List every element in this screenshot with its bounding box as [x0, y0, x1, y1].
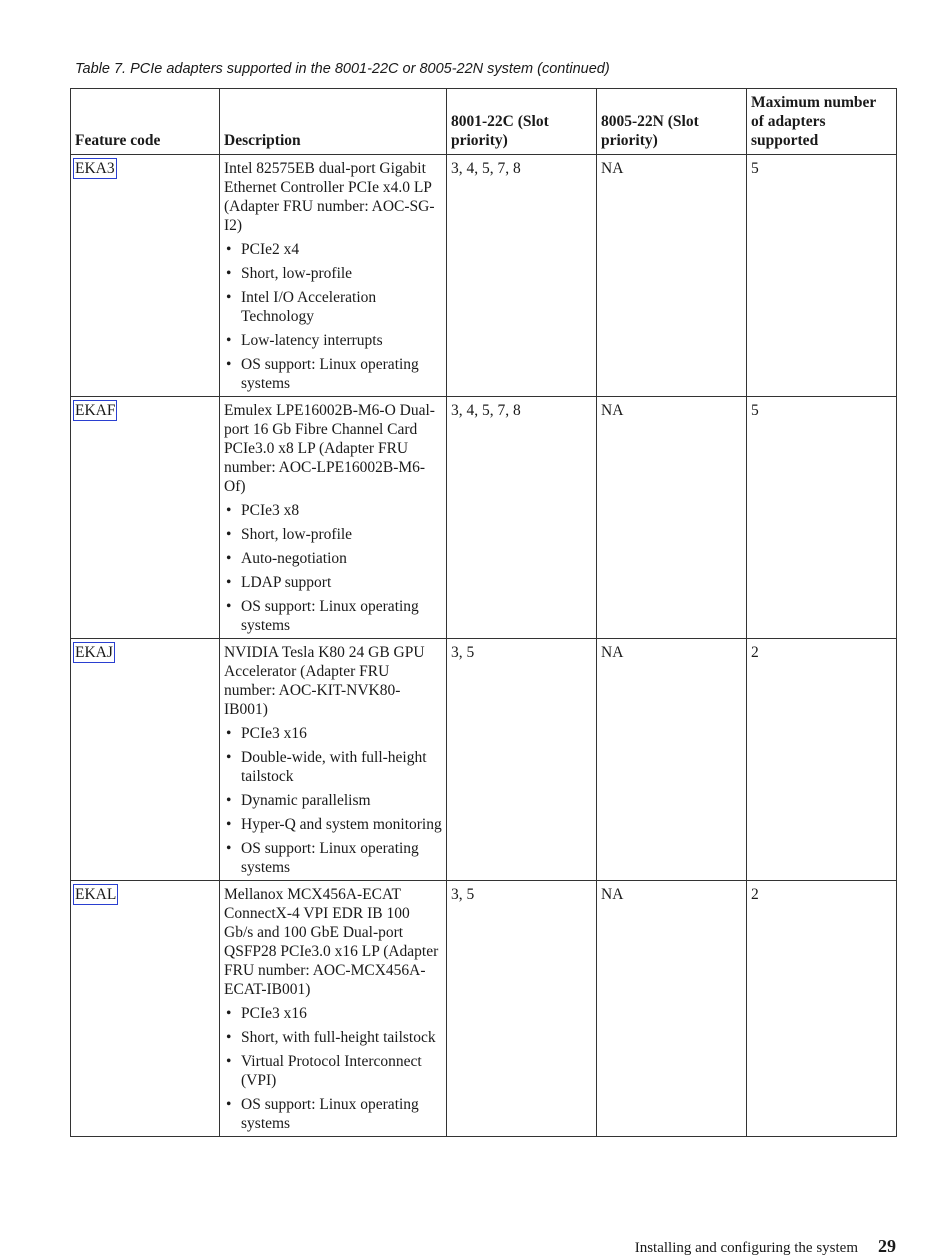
feature-code-link[interactable]: EKAJ — [75, 644, 113, 661]
list-item: • Short, low-profile — [224, 525, 442, 544]
table-row — [71, 397, 897, 639]
table-header-row — [71, 89, 897, 155]
description-text: Intel 82575EB dual-port Gigabit Ethernet Controller PCIe x4.0 LP (Adapter FRU number: AOC-SG-I2) — [224, 160, 435, 234]
feature-code-cell — [71, 881, 220, 1137]
list-item: • Hyper-Q and system monitoring — [224, 815, 442, 834]
feature-code-link[interactable]: EKAL — [75, 886, 117, 903]
description-text: Mellanox MCX456A-ECAT ConnectX-4 VPI EDR IB 100 Gb/s and 100 GbE Dual-port QSFP28 PCIe3.0 x16 LP (Adapter FRU number: AOC-MCX456A-ECAT-IB001) — [224, 886, 439, 998]
description-cell — [220, 397, 447, 639]
table-caption: Table 7. PCIe adapters supported in the 8001-22C or 8005-22N system (continued) — [75, 61, 610, 77]
slot-8005-cell: NA — [597, 639, 747, 881]
list-item: • OS support: Linux operating systems — [224, 355, 442, 393]
slot-8001-cell: 3, 4, 5, 7, 8 — [447, 397, 597, 639]
table-row — [71, 155, 897, 397]
description-cell — [220, 881, 447, 1137]
slot-8001-cell: 3, 5 — [447, 639, 597, 881]
feature-list — [224, 501, 442, 635]
list-item: • Intel I/O Acceleration Technology — [224, 288, 442, 326]
pcie-adapters-table — [70, 88, 897, 1137]
slot-8005-cell: NA — [597, 155, 747, 397]
slot-8005-cell: NA — [597, 397, 747, 639]
list-item: • OS support: Linux operating systems — [224, 839, 442, 877]
list-item: • Auto-negotiation — [224, 549, 442, 568]
feature-list — [224, 1004, 442, 1133]
list-item: • Short, with full-height tailstock — [224, 1028, 442, 1047]
list-item: • Dynamic parallelism — [224, 791, 442, 810]
feature-code-cell — [71, 155, 220, 397]
feature-list — [224, 240, 442, 393]
header-slot-8005: 8005-22N (Slot priority) — [597, 89, 747, 155]
feature-code-link[interactable]: EKAF — [75, 402, 116, 419]
list-item: • OS support: Linux operating systems — [224, 597, 442, 635]
list-item: • PCIe3 x16 — [224, 1004, 442, 1023]
feature-code-cell — [71, 639, 220, 881]
list-item: • Low-latency interrupts — [224, 331, 442, 350]
max-adapters-cell: 2 — [747, 881, 897, 1137]
table-row — [71, 639, 897, 881]
slot-8005-cell: NA — [597, 881, 747, 1137]
footer-section-title: Installing and configuring the system — [634, 1240, 858, 1256]
description-cell — [220, 639, 447, 881]
list-item: • LDAP support — [224, 573, 442, 592]
list-item: • PCIe2 x4 — [224, 240, 442, 259]
page-footer — [635, 1236, 896, 1257]
list-item: • Short, low-profile — [224, 264, 442, 283]
feature-list — [224, 724, 442, 877]
description-text: NVIDIA Tesla K80 24 GB GPU Accelerator (Adapter FRU number: AOC-KIT-NVK80-IB001) — [224, 644, 425, 718]
description-text: Emulex LPE16002B-M6-O Dual-port 16 Gb Fibre Channel Card PCIe3.0 x8 LP (Adapter FRU number: AOC-LPE16002B-M6-Of) — [224, 402, 435, 495]
page-number: 29 — [878, 1236, 896, 1256]
list-item: • PCIe3 x8 — [224, 501, 442, 520]
max-adapters-cell: 5 — [747, 397, 897, 639]
list-item: • PCIe3 x16 — [224, 724, 442, 743]
header-feature-code: Feature code — [71, 89, 220, 155]
list-item: • Virtual Protocol Interconnect (VPI) — [224, 1052, 442, 1090]
list-item: • OS support: Linux operating systems — [224, 1095, 442, 1133]
table-row — [71, 881, 897, 1137]
feature-code-link[interactable]: EKA3 — [75, 160, 115, 177]
feature-code-cell — [71, 397, 220, 639]
list-item: • Double-wide, with full-height tailstock — [224, 748, 442, 786]
description-cell — [220, 155, 447, 397]
header-description: Description — [220, 89, 447, 155]
header-max-adapters: Maximum number of adapters supported — [747, 89, 897, 155]
slot-8001-cell: 3, 5 — [447, 881, 597, 1137]
max-adapters-cell: 2 — [747, 639, 897, 881]
header-slot-8001: 8001-22C (Slot priority) — [447, 89, 597, 155]
max-adapters-cell: 5 — [747, 155, 897, 397]
slot-8001-cell: 3, 4, 5, 7, 8 — [447, 155, 597, 397]
